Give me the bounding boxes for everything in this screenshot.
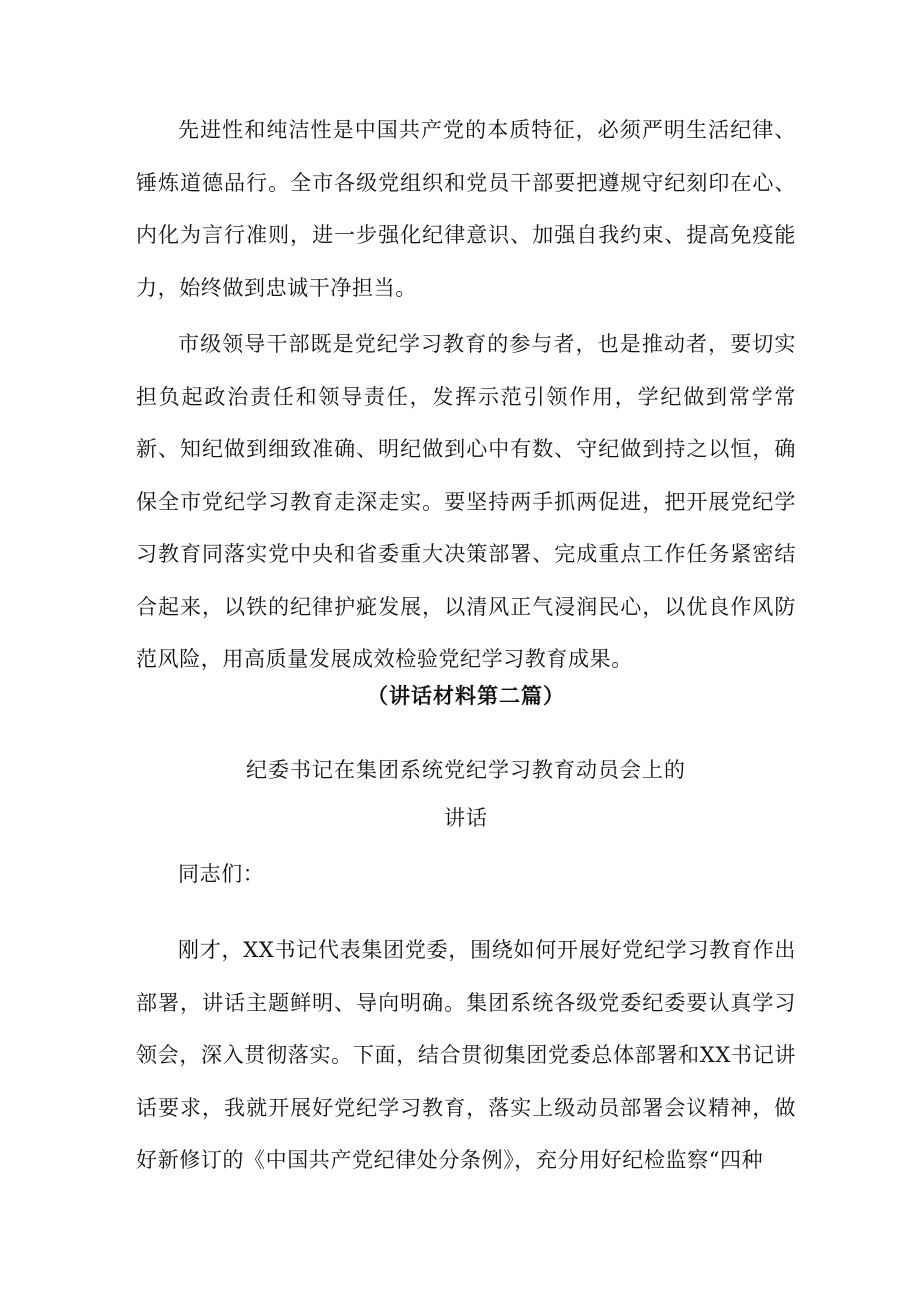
speech-title-line-1: 纪委书记在集团系统党纪学习教育动员会上的 — [246, 758, 686, 782]
speech-title-line-2: 讲话 — [444, 806, 488, 830]
greeting: 同志们： — [178, 862, 265, 886]
section-heading: （讲话材料第二篇） — [367, 683, 565, 708]
paragraph-1: 先进性和纯洁性是中国共产党的本质特征，必须严明生活纪律、锤炼道德品行。全市各级党组织和党员干部要把遵规守纪刻印在心、内化为言行准则，进一步强化纪律意识、加强自我约束、提高免疫能力，始终做到忠诚干净担当。 — [136, 118, 796, 300]
speech-title — [136, 746, 796, 842]
paragraph-3: 刚才，XX书记代表集团党委，围绕如何开展好党纪学习教育作出部署，讲话主题鲜明、导向明确。集团系统各级党委纪委要认真学习领会，深入贯彻落实。下面，结合贯彻集团党委总体部署和XX书记讲话要求，我就开展好党纪学习教育，落实上级动员部署会议精神，做好新修订的《中国共产党纪律处分条例》，充分用好纪检监察“四种 — [136, 938, 796, 1172]
paragraph-2: 市级领导干部既是党纪学习教育的参与者，也是推动者，要切实担负起政治责任和领导责任，发挥示范引领作用，学纪做到常学常新、知纪做到细致准确、明纪做到心中有数、守纪做到持之以恒，确保全市党纪学习教育走深走实。要坚持两手抓两促进，把开展党纪学习教育同落实党中央和省委重大决策部署、完成重点工作任务紧密结合起来，以铁的纪律护疵发展，以清风正气浸润民心，以优良作风防范风险，用高质量发展成效检验党纪学习教育成果。 — [136, 332, 796, 671]
